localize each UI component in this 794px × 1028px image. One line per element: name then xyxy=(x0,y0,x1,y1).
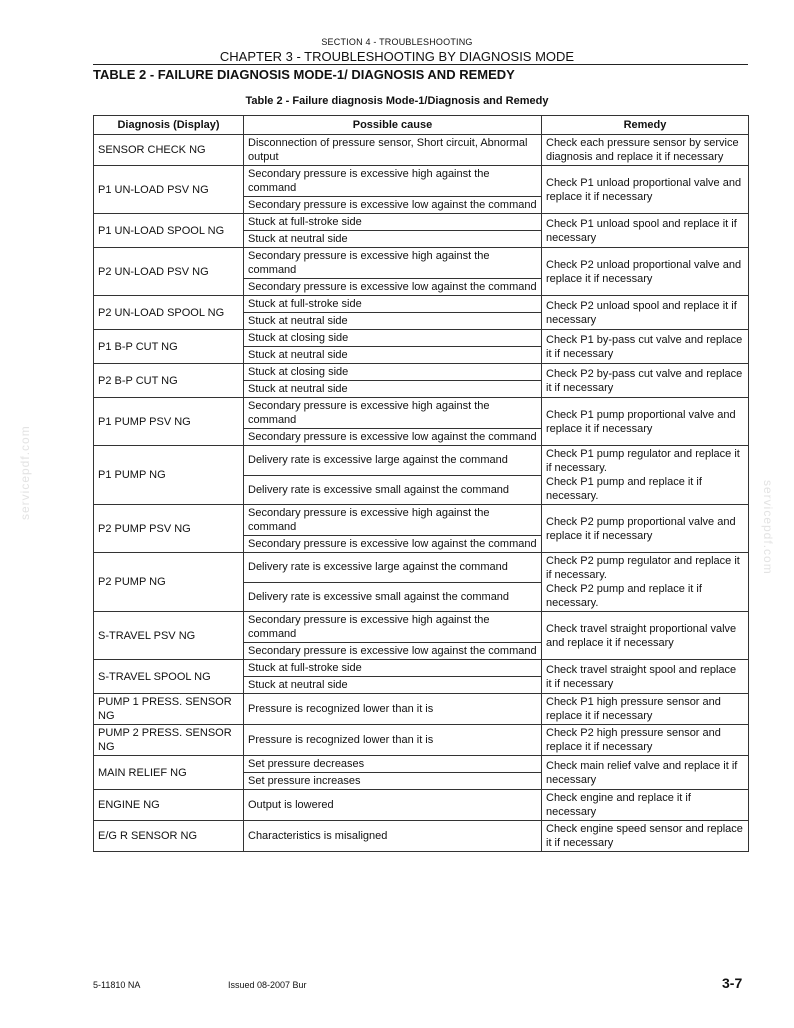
remedy-cell: Check main relief valve and replace it if necessary xyxy=(542,756,749,790)
cause-cell: Set pressure increases xyxy=(244,773,542,790)
diagnosis-cell: P1 PUMP NG xyxy=(94,446,244,505)
column-header-diagnosis: Diagnosis (Display) xyxy=(94,116,244,135)
cause-cell: Stuck at full-stroke side xyxy=(244,296,542,313)
table-caption: Table 2 - Failure diagnosis Mode-1/Diagnosis and Remedy xyxy=(245,95,549,107)
cause-cell: Delivery rate is excessive large against the command xyxy=(244,446,542,476)
watermark-right: servicepdf.com xyxy=(761,480,775,575)
table-row xyxy=(94,330,749,347)
cause-cell: Secondary pressure is excessive low against the command xyxy=(244,197,542,214)
table-row xyxy=(94,166,749,197)
cause-cell: Stuck at neutral side xyxy=(244,313,542,330)
cause-cell: Stuck at full-stroke side xyxy=(244,214,542,231)
diagnosis-cell: P1 B-P CUT NG xyxy=(94,330,244,364)
footer-doc-number: 5-11810 NA xyxy=(93,980,141,990)
diagnosis-cell: P2 PUMP NG xyxy=(94,553,244,612)
cause-cell: Pressure is recognized lower than it is xyxy=(244,694,542,725)
remedy-cell: Check engine speed sensor and replace it if necessary xyxy=(542,821,749,852)
diagnosis-cell: PUMP 2 PRESS. SENSOR NG xyxy=(94,725,244,756)
remedy-cell: Check each pressure sensor by service diagnosis and replace it if necessary xyxy=(542,135,749,166)
cause-cell: Delivery rate is excessive large against the command xyxy=(244,553,542,583)
header-divider xyxy=(93,64,748,65)
cause-cell: Set pressure decreases xyxy=(244,756,542,773)
table-title: TABLE 2 - FAILURE DIAGNOSIS MODE-1/ DIAGNOSIS AND REMEDY xyxy=(93,67,515,82)
remedy-cell: Check P1 pump proportional valve and replace it if necessary xyxy=(542,398,749,446)
cause-cell: Stuck at neutral side xyxy=(244,231,542,248)
remedy-cell: Check P2 unload spool and replace it if necessary xyxy=(542,296,749,330)
cause-cell: Stuck at closing side xyxy=(244,330,542,347)
cause-cell: Output is lowered xyxy=(244,790,542,821)
remedy-cell: Check P2 high pressure sensor and replace it if necessary xyxy=(542,725,749,756)
remedy-cell: Check P2 by-pass cut valve and replace it if necessary xyxy=(542,364,749,398)
table-body xyxy=(94,135,749,852)
chapter-heading: CHAPTER 3 - TROUBLESHOOTING BY DIAGNOSIS MODE xyxy=(219,49,575,64)
table-row xyxy=(94,612,749,643)
table-row xyxy=(94,248,749,279)
diagnosis-cell: P2 B-P CUT NG xyxy=(94,364,244,398)
column-header-cause: Possible cause xyxy=(244,116,542,135)
cause-cell: Stuck at neutral side xyxy=(244,381,542,398)
table-row xyxy=(94,296,749,313)
remedy-cell: Check P2 pump proportional valve and replace it if necessary xyxy=(542,505,749,553)
table-row xyxy=(94,214,749,231)
cause-cell: Secondary pressure is excessive low against the command xyxy=(244,643,542,660)
cause-cell: Delivery rate is excessive small against the command xyxy=(244,475,542,505)
page-number: 3-7 xyxy=(722,975,743,991)
cause-cell: Delivery rate is excessive small against the command xyxy=(244,582,542,612)
cause-cell: Stuck at neutral side xyxy=(244,347,542,364)
table-row xyxy=(94,553,749,583)
table-row xyxy=(94,660,749,677)
cause-cell: Characteristics is misaligned xyxy=(244,821,542,852)
cause-cell: Secondary pressure is excessive low against the command xyxy=(244,279,542,296)
diagnosis-cell: ENGINE NG xyxy=(94,790,244,821)
table-row xyxy=(94,725,749,756)
cause-cell: Disconnection of pressure sensor, Short circuit, Abnormal output xyxy=(244,135,542,166)
column-header-remedy: Remedy xyxy=(542,116,749,135)
table-row xyxy=(94,790,749,821)
diagnosis-cell: SENSOR CHECK NG xyxy=(94,135,244,166)
diagnosis-cell: P1 UN-LOAD SPOOL NG xyxy=(94,214,244,248)
remedy-cell: Check travel straight spool and replace it if necessary xyxy=(542,660,749,694)
table-row xyxy=(94,821,749,852)
table-row xyxy=(94,135,749,166)
cause-cell: Secondary pressure is excessive high against the command xyxy=(244,166,542,197)
remedy-cell: Check P2 pump regulator and replace it if necessary. Check P2 pump and replace it if necessary. xyxy=(542,553,749,612)
footer-issued: Issued 08-2007 Bur xyxy=(228,980,307,990)
diagnosis-cell: P2 UN-LOAD PSV NG xyxy=(94,248,244,296)
diagnosis-cell: P1 PUMP PSV NG xyxy=(94,398,244,446)
cause-cell: Secondary pressure is excessive high against the command xyxy=(244,612,542,643)
table-row xyxy=(94,756,749,773)
cause-cell: Stuck at closing side xyxy=(244,364,542,381)
remedy-cell: Check P1 unload proportional valve and replace it if necessary xyxy=(542,166,749,214)
remedy-cell: Check travel straight proportional valve and replace it if necessary xyxy=(542,612,749,660)
diagnosis-cell: S-TRAVEL SPOOL NG xyxy=(94,660,244,694)
diagnosis-cell: S-TRAVEL PSV NG xyxy=(94,612,244,660)
watermark-left: servicepdf.com xyxy=(18,425,32,520)
table-row xyxy=(94,364,749,381)
remedy-cell: Check P2 unload proportional valve and replace it if necessary xyxy=(542,248,749,296)
cause-cell: Stuck at neutral side xyxy=(244,677,542,694)
diagnosis-cell: E/G R SENSOR NG xyxy=(94,821,244,852)
diagnosis-cell: P2 UN-LOAD SPOOL NG xyxy=(94,296,244,330)
table-header-row xyxy=(94,116,749,135)
table-row xyxy=(94,398,749,429)
remedy-cell: Check P1 high pressure sensor and replace it if necessary xyxy=(542,694,749,725)
cause-cell: Secondary pressure is excessive low against the command xyxy=(244,536,542,553)
diagnosis-cell: MAIN RELIEF NG xyxy=(94,756,244,790)
diagnosis-cell: P1 UN-LOAD PSV NG xyxy=(94,166,244,214)
table-row xyxy=(94,694,749,725)
cause-cell: Secondary pressure is excessive high against the command xyxy=(244,248,542,279)
cause-cell: Pressure is recognized lower than it is xyxy=(244,725,542,756)
cause-cell: Secondary pressure is excessive high against the command xyxy=(244,398,542,429)
table-row xyxy=(94,446,749,476)
remedy-cell: Check engine and replace it if necessary xyxy=(542,790,749,821)
diagnosis-table xyxy=(93,115,749,852)
cause-cell: Secondary pressure is excessive low against the command xyxy=(244,429,542,446)
remedy-cell: Check P1 unload spool and replace it if necessary xyxy=(542,214,749,248)
section-heading: SECTION 4 - TROUBLESHOOTING xyxy=(321,37,473,47)
cause-cell: Secondary pressure is excessive high against the command xyxy=(244,505,542,536)
remedy-cell: Check P1 pump regulator and replace it if necessary. Check P1 pump and replace it if necessary. xyxy=(542,446,749,505)
cause-cell: Stuck at full-stroke side xyxy=(244,660,542,677)
diagnosis-cell: P2 PUMP PSV NG xyxy=(94,505,244,553)
diagnosis-cell: PUMP 1 PRESS. SENSOR NG xyxy=(94,694,244,725)
remedy-cell: Check P1 by-pass cut valve and replace it if necessary xyxy=(542,330,749,364)
table-row xyxy=(94,505,749,536)
